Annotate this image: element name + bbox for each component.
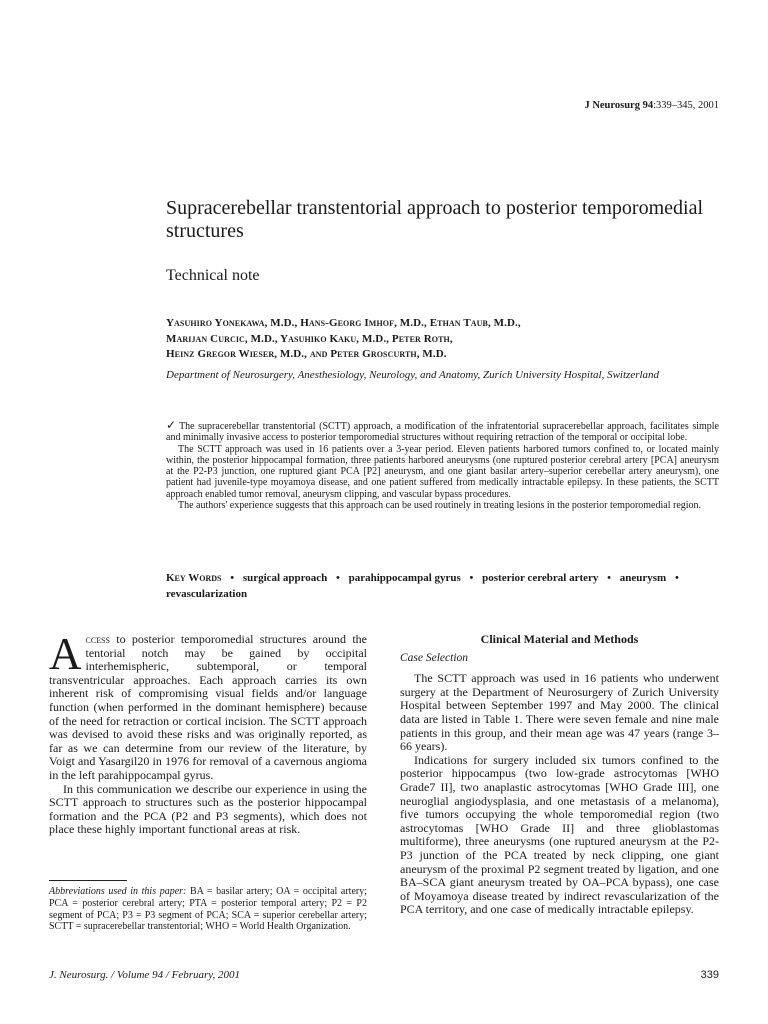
footnote-divider bbox=[49, 880, 127, 881]
keyword: posterior cerebral artery bbox=[482, 572, 599, 584]
keyword: revascularization bbox=[166, 588, 248, 600]
affiliation: Department of Neurosurgery, Anesthesiology, Neurology, and Anatomy, Zurich University Hospital, Switzerland bbox=[166, 369, 660, 381]
keyword: aneurysm bbox=[619, 572, 667, 584]
citation-journal: J Neurosurg bbox=[584, 100, 640, 111]
keywords bbox=[166, 570, 719, 602]
keyword-separator: • bbox=[336, 572, 340, 584]
subsection-heading: Case Selection bbox=[400, 651, 469, 664]
page-number: 339 bbox=[700, 969, 719, 981]
abstract-paragraph: The authors' experience suggests that this approach can be used routinely in treating lesions in the posterior temporomedial region. bbox=[178, 500, 702, 512]
abstract-paragraph: The SCTT approach was used in 16 patients over a 3-year period. Eleven patients harbored tumors confined to, or located mainly within, the posterior hippocampal formation, three patients harbored aneurysms (one ruptured posterior cerebral artery [PCA] aneurysm at the P2-P3 junction, one ruptured giant PCA [P2] aneurysm, and one giant basilar artery–superior cerebellar artery aneurysm), one patient had juvenile-type moyamoya disease, and one patient suffered from medically intractable epilepsy. In these patients, the SCTT approach enabled tumor removal, aneurysm clipping, and vascular bypass procedures. bbox=[166, 443, 719, 500]
citation-volume: 94 bbox=[642, 100, 654, 111]
keywords-label: Key Words bbox=[166, 572, 222, 584]
author-line: Heinz Gregor Wieser, M.D., and Peter Groscurth, M.D. bbox=[166, 348, 447, 360]
methods-paragraph: Indications for surgery included six tumors confined to the posterior hippocampus (two low-grade astrocytomas [WHO Grade7 II], two anaplastic astrocytomas [WHO Grade III], one neuroglial angiodysplasia, and one metastasis of a melanoma), five tumors occupying the whole temporomedial region (two astrocytomas [WHO Grade II] and three glioblastomas multiforme), three aneurysms (one ruptured aneurysm at the P2-P3 junction of the PCA treated by neck clipping, one giant aneurysm of the proximal P2 segment treated by ligation, and one BA–SCA giant aneurysm treated by OA–PCA bypass), one case of Moyamoya disease treated by indirect revascularization of the PCA territory, and one case of medically intractable epilepsy. bbox=[400, 752, 719, 917]
methods-section bbox=[400, 633, 719, 917]
abbreviations-footnote bbox=[49, 886, 367, 933]
section-heading: Clinical Material and Methods bbox=[480, 632, 639, 646]
keyword-separator: • bbox=[469, 572, 474, 584]
drop-cap: A bbox=[49, 629, 82, 679]
keyword: parahippocampal gyrus bbox=[348, 572, 461, 584]
keyword-separator: • bbox=[607, 572, 612, 584]
citation-pages-year: :339–345, 2001 bbox=[653, 100, 719, 111]
keyword: surgical approach bbox=[242, 572, 328, 584]
intro-paragraph: In this communication we describe our experience in using the SCTT approach to structures such as the posterior hippocampal formation and the PCA (P2 and P3 segments), which does not place these highly important functional areas at risk. bbox=[49, 781, 367, 837]
journal-citation bbox=[584, 100, 719, 111]
author-line: Marijan Curcic, M.D., Yasuhiko Kaku, M.D., Peter Roth, bbox=[166, 332, 453, 345]
footnote-text: BA = basilar artery; OA = occipital artery; PCA = posterior cerebral artery; PTA = posterior temporal artery; P2 = P2 segment of PCA; P3 = P3 segment of PCA; SCA = superior cerebellar artery; SCTT = supracerebellar transtentorial; WHO = World Health Organization. bbox=[49, 886, 367, 933]
article-title: Supracerebellar transtentorial approach to posterior temporomedial structures bbox=[166, 197, 704, 242]
abstract bbox=[166, 420, 719, 511]
checkmark-icon: ✓ bbox=[166, 418, 177, 432]
footer-journal-issue: J. Neurosurg. / Volume 94 / February, 2001 bbox=[49, 969, 241, 981]
abstract-paragraph: ✓ The supracerebellar transtentorial (SCTT) approach, a modification of the infratentorial supracerebellar approach, facilitates simple and minimally invasive access to posterior temporomedial structures without requiring retraction of the temporal or occipital lobe. bbox=[166, 418, 719, 444]
footnote-label: Abbreviations used in this paper: bbox=[49, 886, 187, 897]
introduction bbox=[49, 629, 367, 837]
article-subtitle: Technical note bbox=[166, 267, 260, 284]
methods-paragraph: The SCTT approach was used in 16 patients who underwent surgery at the Department of Neurosurgery of Zurich University Hospital between September 1997 and May 2000. The clinical data are listed in Table 1. There were seven female and nine male patients in this group, and their mean age was 47 years (range 3–66 years). bbox=[400, 671, 719, 754]
author-line: Yasuhiro Yonekawa, M.D., Hans-Georg Imhof, M.D., Ethan Taub, M.D., bbox=[166, 317, 521, 329]
intro-paragraph: Access to posterior temporomedial structures around the tentorial notch may be gained by occipital interhemispheric, subtemporal, or temporal transventricular approaches. Each approach carries its own inherent risk of compromising visual fields and/or language function (when performed in the dominant hemisphere) because of the need for retraction or cortical incision. The SCTT approach was devised to avoid these risks and was originally reported, as far as we can determine from our review of the literature, by Voigt and Yasargil20 in 1976 for removal of a cavernous angioma in the left parahippocampal gyrus. bbox=[49, 629, 367, 782]
keyword-separator: • bbox=[674, 572, 679, 584]
intro-lead: ccess bbox=[85, 632, 110, 646]
author-list bbox=[166, 316, 726, 363]
keyword-separator: • bbox=[230, 572, 235, 584]
